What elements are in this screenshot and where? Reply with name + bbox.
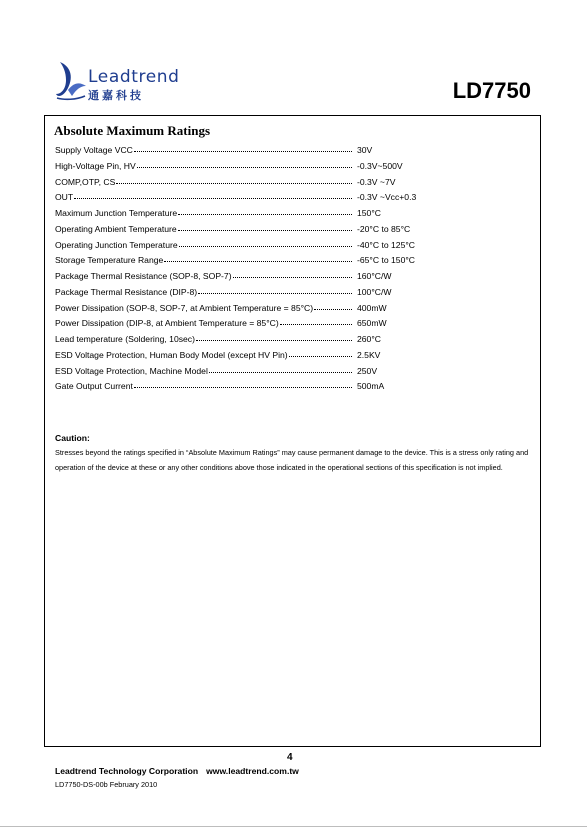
rating-label: Power Dissipation (SOP-8, SOP-7, at Ambient Temperature = 85°C) (55, 302, 314, 313)
rating-label: ESD Voltage Protection, Machine Model (55, 365, 208, 376)
rating-row (55, 348, 535, 364)
rating-value: -40°C to 125°C (357, 239, 415, 250)
rating-label: High-Voltage Pin, HV (55, 160, 136, 171)
dot-leader (74, 198, 352, 199)
rating-label: OUT (55, 192, 74, 203)
page-number: 4 (287, 752, 293, 763)
company-logo (54, 60, 194, 104)
rating-row (55, 206, 535, 222)
rating-label: Gate Output Current (55, 381, 133, 392)
rating-value: 100°C/W (357, 286, 392, 297)
dot-leader (280, 324, 352, 325)
rating-row (55, 379, 535, 395)
rating-value: 30V (357, 145, 373, 155)
rating-label: COMP,OTP, CS (55, 176, 116, 187)
rating-value: 650mW (357, 318, 387, 329)
rating-row (55, 222, 535, 238)
rating-value: 500mA (357, 381, 385, 392)
rating-row (55, 159, 535, 175)
rating-value: 150°C (357, 208, 381, 218)
rating-row (55, 253, 535, 269)
company-url: www.leadtrend.com.tw (206, 766, 299, 776)
dot-leader (233, 277, 352, 278)
rating-label: Lead temperature (Soldering, 10sec) (55, 334, 195, 344)
rating-value: -65°C to 150°C (357, 255, 415, 266)
rating-row (55, 190, 535, 206)
rating-row (55, 238, 535, 254)
rating-value: 160°C/W (357, 271, 392, 281)
dot-leader (209, 372, 352, 373)
company-name: Leadtrend Technology Corporation (55, 766, 199, 776)
part-number-heading: LD7750 (452, 78, 531, 103)
leadtrend-logo-icon (54, 60, 88, 102)
rating-row (55, 364, 535, 380)
rating-value: 2.5KV (357, 349, 381, 360)
rating-value: 260°C (357, 334, 381, 344)
rating-label: Package Thermal Resistance (SOP-8, SOP-7) (55, 271, 232, 281)
logo-chinese-name: 通嘉科技 (88, 89, 144, 102)
rating-label: Supply Voltage VCC (55, 145, 133, 155)
page-bottom-rule (0, 826, 587, 827)
dot-leader (198, 293, 352, 294)
caution-text: Stresses beyond the ratings specified in “Absolute Maximum Ratings” may cause permanent damage to the device. This is a stress only rating and operation of the device at these or any other conditions above those indicated in the operational sections of this specification is not implied. (55, 448, 529, 472)
rating-value: -0.3V ~7V (357, 176, 396, 187)
dot-leader (196, 340, 352, 341)
dot-leader (134, 151, 352, 152)
dot-leader (178, 230, 352, 231)
rating-value: -20°C to 85°C (357, 223, 411, 234)
document-id: LD7750-DS-00b February 2010 (55, 780, 158, 789)
dot-leader (116, 183, 352, 184)
dot-leader (179, 246, 352, 247)
logo-wordmark: Leadtrend (88, 67, 180, 87)
dot-leader (137, 167, 352, 168)
footer-company (55, 766, 299, 776)
rating-label: Power Dissipation (DIP-8, at Ambient Temperature = 85°C) (55, 318, 279, 329)
rating-label: ESD Voltage Protection, Human Body Model (except HV Pin) (55, 349, 288, 360)
rating-value: 400mW (357, 302, 387, 313)
rating-value: -0.3V~500V (357, 160, 403, 171)
rating-row (55, 143, 535, 159)
rating-label: Operating Junction Temperature (55, 239, 178, 250)
rating-label: Maximum Junction Temperature (55, 208, 178, 218)
rating-row (55, 316, 535, 332)
section-title: Absolute Maximum Ratings (54, 123, 211, 138)
rating-row (55, 269, 535, 285)
dot-leader (314, 309, 352, 310)
rating-label: Operating Ambient Temperature (55, 223, 177, 234)
dot-leader (134, 387, 352, 388)
rating-row (55, 175, 535, 191)
rating-label: Package Thermal Resistance (DIP-8) (55, 286, 198, 297)
rating-row (55, 285, 535, 301)
rating-value: -0.3V ~Vcc+0.3 (357, 192, 417, 203)
rating-row (55, 301, 535, 317)
dot-leader (164, 261, 352, 262)
rating-row (55, 332, 535, 348)
ratings-list (55, 143, 535, 395)
caution-title: Caution: (55, 433, 90, 443)
dot-leader (178, 214, 352, 215)
rating-value: 250V (357, 365, 378, 376)
rating-label: Storage Temperature Range (55, 255, 164, 266)
dot-leader (289, 356, 352, 357)
